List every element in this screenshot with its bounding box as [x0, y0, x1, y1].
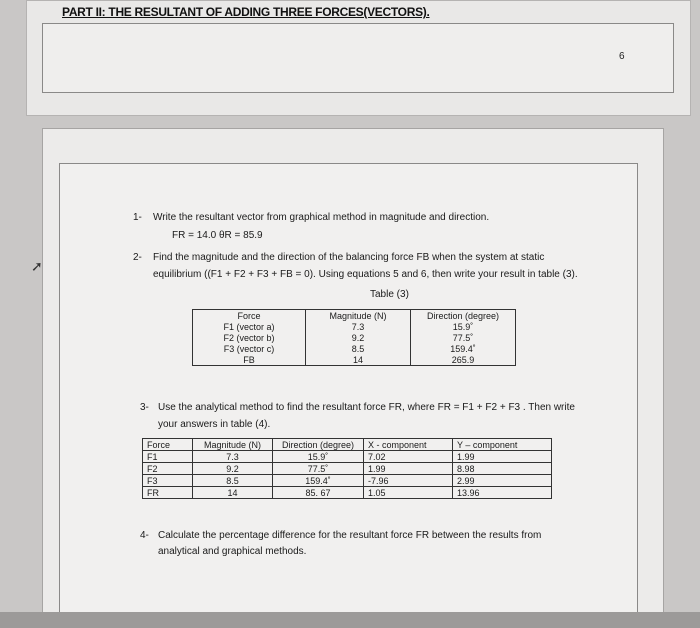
table-cell: 1.99: [453, 451, 552, 463]
table-3: [192, 309, 516, 366]
table-cell: F1: [143, 451, 193, 463]
main-page-border-box: [59, 163, 638, 617]
table-cell: 265.9: [411, 354, 516, 366]
q4-number: 4-: [140, 530, 149, 541]
table-header-row: [193, 310, 516, 322]
table-cell: 7.3: [193, 451, 273, 463]
q2-number: 2-: [133, 252, 142, 263]
table-header-row: [143, 439, 552, 451]
table-cell: 77.5˚: [273, 463, 364, 475]
table-row: [143, 451, 552, 463]
q1-text: Write the resultant vector from graphical method in magnitude and direction.: [153, 212, 490, 223]
table-cell: F1 (vector a): [193, 321, 306, 332]
table-header-cell: Magnitude (N): [306, 310, 411, 322]
q3-line1: Use the analytical method to find the resultant force FR, where FR = F1 + F2 + F3 . Then write: [158, 402, 575, 413]
table-header-cell: Magnitude (N): [193, 439, 273, 451]
table-row: [143, 475, 552, 487]
table-cell: F2: [143, 463, 193, 475]
table-4: [142, 438, 552, 499]
table-cell: F3 (vector c): [193, 343, 306, 354]
table-row: [193, 321, 516, 332]
q4-line1: Calculate the percentage difference for the resultant force FR between the results from: [158, 530, 542, 541]
table-cell: F2 (vector b): [193, 332, 306, 343]
table-cell: 2.99: [453, 475, 552, 487]
table-cell: 15.9˚: [273, 451, 364, 463]
q2-line2: equilibrium ((F1 + F2 + F3 + FB = 0). Using equations 5 and 6, then write your result in table (3).: [153, 269, 578, 280]
table-cell: 8.98: [453, 463, 552, 475]
table-cell: 159.4˚: [273, 475, 364, 487]
page-number: 6: [619, 51, 625, 62]
table-cell: 7.3: [306, 321, 411, 332]
table-cell: 9.2: [193, 463, 273, 475]
q4-line2: analytical and graphical methods.: [158, 546, 307, 557]
table-cell: -7.96: [364, 475, 453, 487]
table-cell: 1.99: [364, 463, 453, 475]
q3-line2: your answers in table (4).: [158, 419, 271, 430]
table-row: [193, 354, 516, 366]
table-cell: 159.4˚: [411, 343, 516, 354]
table-row: [143, 463, 552, 475]
table-header-cell: Direction (degree): [273, 439, 364, 451]
table-cell: 14: [193, 487, 273, 499]
table-cell: 14: [306, 354, 411, 366]
bottom-edge-strip: [0, 612, 700, 628]
main-page-sheet: [42, 128, 664, 622]
table3-caption: Table (3): [370, 289, 409, 300]
table-header-cell: Force: [193, 310, 306, 322]
table-cell: F3: [143, 475, 193, 487]
table-cell: 9.2: [306, 332, 411, 343]
table-cell: 15.9˚: [411, 321, 516, 332]
top-page-border-box: [42, 23, 674, 93]
q2-line1: Find the magnitude and the direction of the balancing force FB when the system at static: [153, 252, 545, 263]
table-cell: 1.05: [364, 487, 453, 499]
table-header-cell: X - component: [364, 439, 453, 451]
table-cell: 8.5: [306, 343, 411, 354]
table-cell: FR: [143, 487, 193, 499]
table-cell: 13.96: [453, 487, 552, 499]
q1-answer: FR = 14.0 θR = 85.9: [172, 230, 263, 241]
q3-number: 3-: [140, 402, 149, 413]
part-title: PART II: THE RESULTANT OF ADDING THREE FORCES(VECTORS).: [62, 5, 430, 19]
table-row: [193, 332, 516, 343]
table-cell: 7.02: [364, 451, 453, 463]
q1-number: 1-: [133, 212, 142, 223]
margin-arrow-icon: ➚: [31, 258, 43, 274]
table-cell: FB: [193, 354, 306, 366]
table-header-cell: Y – component: [453, 439, 552, 451]
table-cell: 8.5: [193, 475, 273, 487]
table-header-cell: Force: [143, 439, 193, 451]
table-row: [143, 487, 552, 499]
table-header-cell: Direction (degree): [411, 310, 516, 322]
table-cell: 77.5˚: [411, 332, 516, 343]
table-cell: 85. 67: [273, 487, 364, 499]
table-row: [193, 343, 516, 354]
